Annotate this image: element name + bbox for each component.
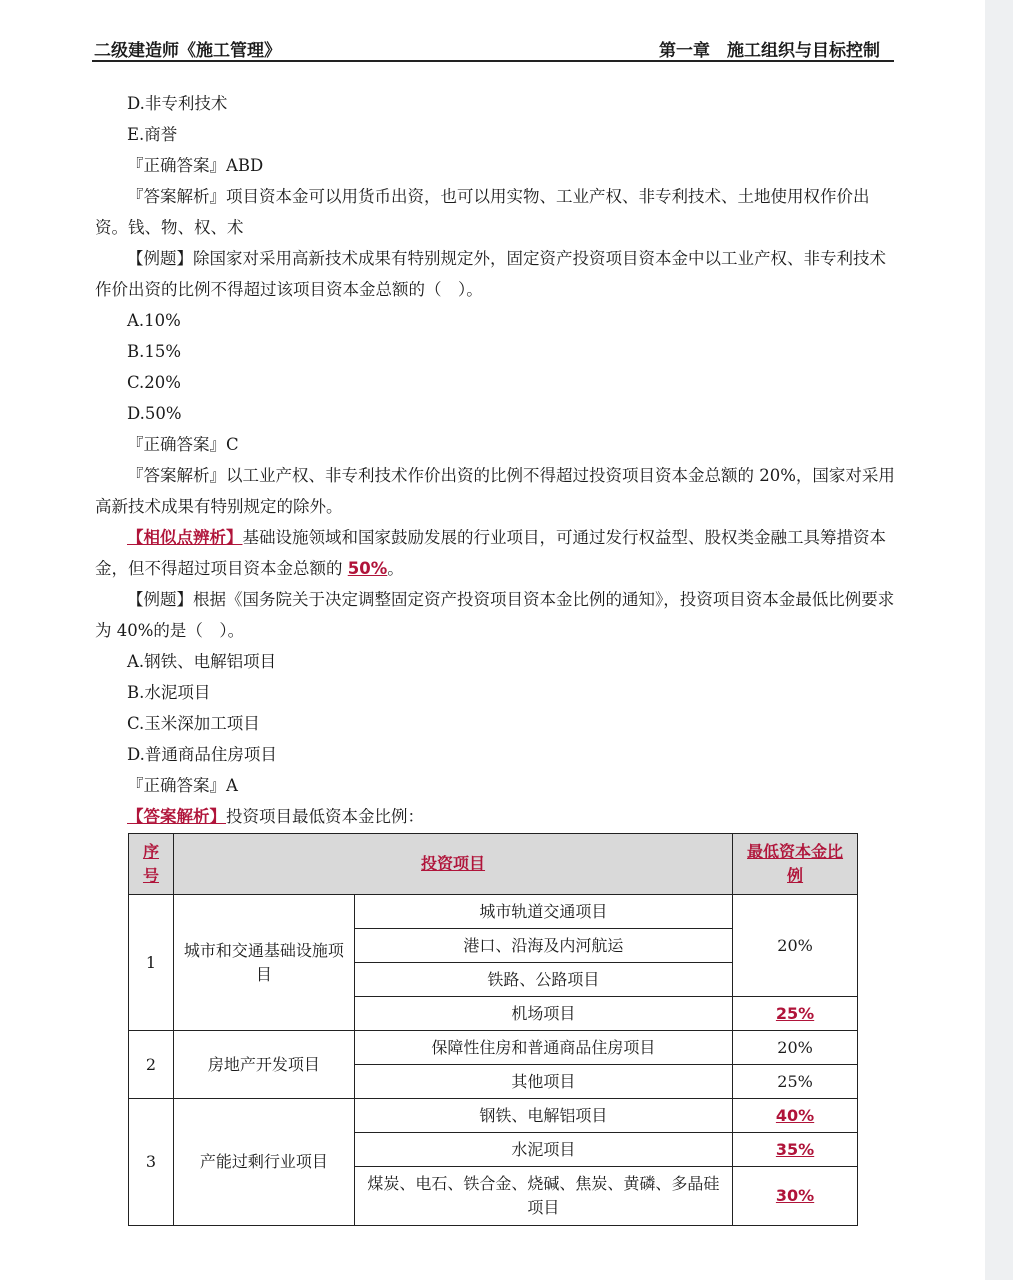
option-line: D.非专利技术 — [127, 94, 228, 113]
project-cell: 煤炭、电石、铁合金、烧碱、焦炭、黄磷、多晶硅项目 — [354, 1167, 732, 1226]
category-cell: 房地产开发项目 — [173, 1031, 354, 1099]
ratio-cell — [733, 1167, 858, 1226]
answer-explanation: 『答案解析』以工业产权、非专利技术作价出资的比例不得超过投资项目资本金总额的 20%，国家对采用高新技术成果有特别规定的除外。 — [95, 466, 895, 516]
similarity-analysis — [95, 522, 895, 584]
explanation-tag: 【答案解析】 — [127, 807, 226, 826]
similarity-tag: 【相似点辨析】 — [127, 528, 243, 547]
project-cell: 钢铁、电解铝项目 — [354, 1099, 732, 1133]
table-row — [129, 1031, 858, 1065]
project-cell: 水泥项目 — [354, 1133, 732, 1167]
option-line: A.10% — [127, 311, 181, 330]
capital-ratio-table-wrap — [128, 833, 858, 1226]
project-cell: 保障性住房和普通商品住房项目 — [354, 1031, 732, 1065]
category-cell: 产能过剩行业项目 — [173, 1099, 354, 1226]
option-line: D.50% — [127, 404, 182, 423]
table-header-row — [129, 834, 858, 895]
ratio-cell: 20% — [733, 1031, 858, 1065]
option-line: C.20% — [127, 373, 181, 392]
answer-explanation — [95, 801, 895, 832]
correct-answer: 『正确答案』ABD — [127, 156, 264, 175]
option-line: B.水泥项目 — [127, 683, 211, 702]
answer-explanation: 『答案解析』项目资本金可以用货币出资，也可以用实物、工业产权、非专利技术、土地使用权作价出资。钱、物、权、术 — [95, 187, 870, 237]
page-content — [95, 88, 895, 832]
similarity-end: 。 — [387, 559, 404, 578]
option-line: E.商誉 — [127, 125, 178, 144]
header-book-title: 二级建造师《施工管理》 — [94, 41, 281, 61]
category-cell: 城市和交通基础设施项目 — [173, 895, 354, 1031]
option-line: D.普通商品住房项目 — [127, 745, 277, 764]
table-row — [129, 1099, 858, 1133]
page-header — [92, 30, 894, 62]
project-cell: 其他项目 — [354, 1065, 732, 1099]
project-cell: 城市轨道交通项目 — [354, 895, 732, 929]
header-ratio: 最低资本金比例 — [733, 834, 858, 895]
project-cell: 铁路、公路项目 — [354, 963, 732, 997]
explanation-text: 投资项目最低资本金比例： — [226, 807, 424, 826]
project-cell: 港口、沿海及内河航运 — [354, 929, 732, 963]
example-question: 【例题】除国家对采用高新技术成果有特别规定外，固定资产投资项目资本金中以工业产权、非专利技术作价出资的比例不得超过该项目资本金总额的（ ）。 — [95, 249, 886, 299]
header-no: 序号 — [129, 834, 174, 895]
option-line: C.玉米深加工项目 — [127, 714, 260, 733]
capital-ratio-table — [128, 833, 858, 1226]
correct-answer: 『正确答案』A — [127, 776, 238, 795]
ratio-cell: 25% — [733, 1065, 858, 1099]
ratio-highlight: 30% — [775, 1186, 815, 1205]
ratio-highlight: 35% — [775, 1139, 815, 1159]
header-project: 投资项目 — [173, 834, 732, 895]
row-no: 2 — [129, 1031, 174, 1099]
project-cell: 机场项目 — [354, 997, 732, 1031]
example-question: 【例题】根据《国务院关于决定调整固定资产投资项目资本金比例的通知》，投资项目资本金最低比例要求为 40%的是（ ）。 — [95, 590, 895, 640]
correct-answer: 『正确答案』C — [127, 435, 239, 454]
ratio-cell — [733, 997, 858, 1031]
row-no: 3 — [129, 1099, 174, 1226]
ratio-highlight: 25% — [775, 1003, 815, 1023]
option-line: B.15% — [127, 342, 182, 361]
ratio-cell — [733, 1099, 858, 1133]
row-no: 1 — [129, 895, 174, 1031]
similarity-text: 基础设施领域和国家鼓励发展的行业项目，可通过发行权益型、股权类金融工具筹措资本金，但不得超过项目资本金总额的 — [95, 528, 886, 578]
ratio-cell: 20% — [733, 895, 858, 997]
ratio-highlight: 40% — [775, 1105, 815, 1125]
ratio-cell — [733, 1133, 858, 1167]
header-chapter-title: 第一章 施工组织与目标控制 — [659, 41, 880, 61]
table-row — [129, 895, 858, 929]
similarity-value: 50% — [347, 559, 388, 578]
viewer-side-strip — [985, 0, 1013, 1280]
option-line: A.钢铁、电解铝项目 — [127, 652, 277, 671]
